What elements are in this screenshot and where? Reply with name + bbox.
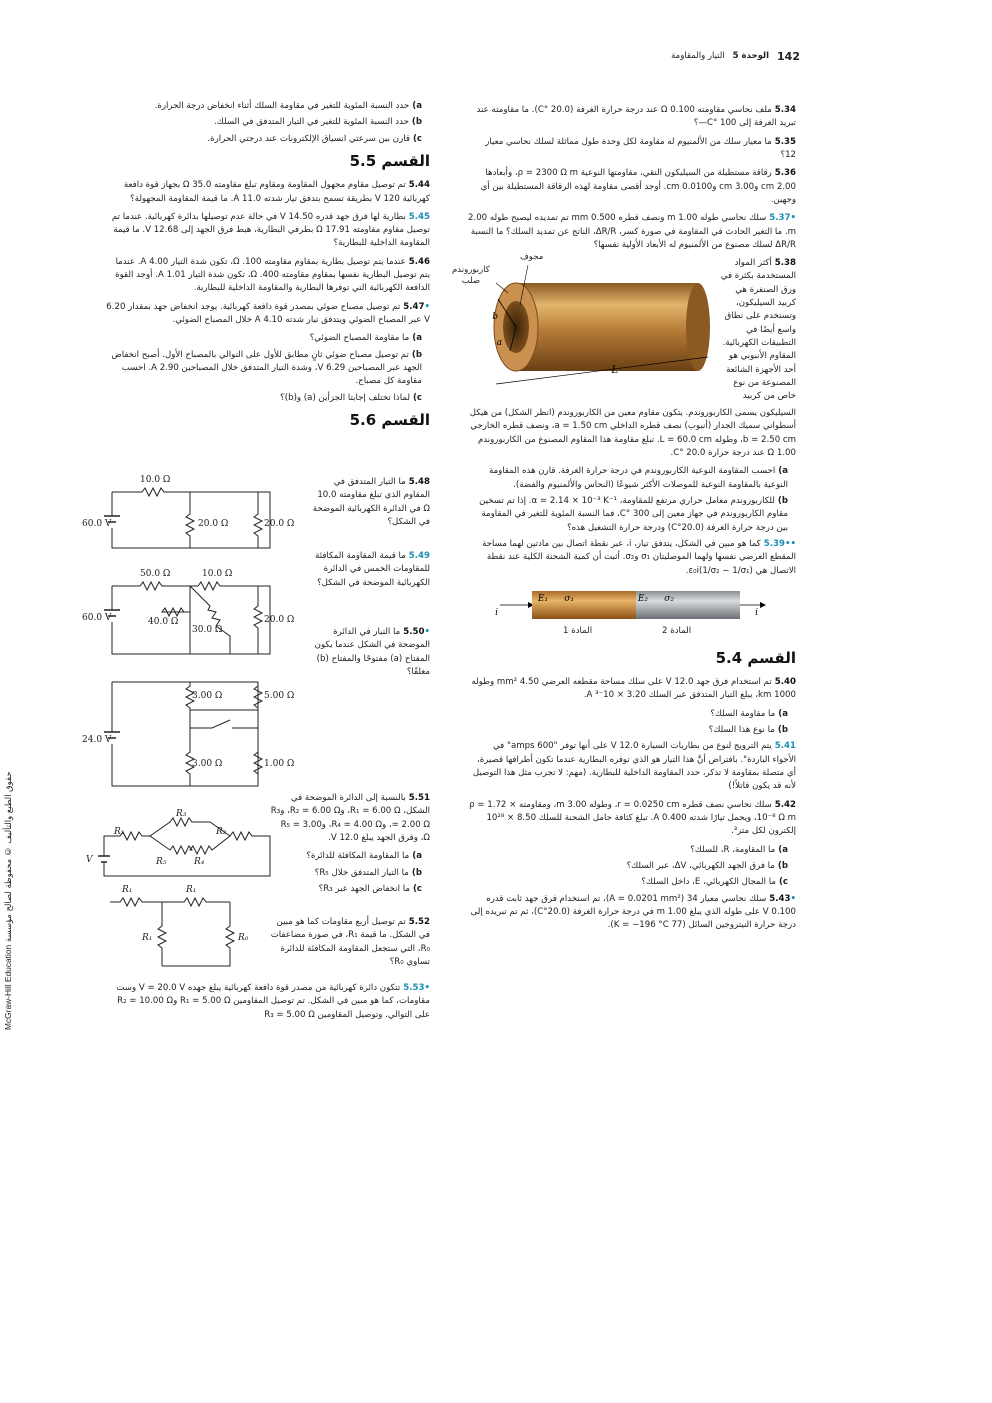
c548-voltage: 60.0 V: [82, 519, 112, 529]
problem-5-41: 5.41يتم الترويج لنوع من بطاريات السيارة 12.0 V على أنها توفر "600 amps" في الأجواء الباردة". بافتراض أنَّ هذا التيار هو الذي توفره البطارية عندما تكون أطرافها قصيرة، أي متصلة بمقاومة لا تذكر، حدد المقاومة الداخلية للبطارية. (مهم: لا تجرب مثل هذا التوصيل لأنه قد يكون قاتلاً!): [472, 741, 796, 792]
problem-5-43: •5.43سلك نحاسي معيار 34 (A = 0.0201 mm²)، تم استخدام فرق جهد ثابت قدره 0.100 V على طوله الذي يبلغ 1.00 m في درجة حرارة الغرفة (20.0°C)، ثم تم تبريده إلى درجة حرارة النيتروجين السائل (77 K = −196 °C).: [470, 893, 796, 931]
c551-r1: R₁: [114, 827, 125, 837]
side-copyright: [2, 720, 14, 1030]
c550-voltage: 24.0 V: [82, 735, 112, 745]
label-solid: كاربوروندم صلب: [452, 265, 490, 287]
problem-5-51: [270, 792, 430, 899]
c549-r-e: 20.0 Ω: [264, 615, 295, 625]
c549-r-c: 40.0 Ω: [148, 617, 179, 627]
e2-label: E₂: [637, 593, 648, 604]
label-hollow: مجوف: [520, 252, 544, 263]
circuit-5-52: [110, 885, 249, 966]
c550-r4: 1.00 Ω: [264, 759, 295, 769]
problem-5-37: •5.37سلك نحاسي طوله 1.00 m ونصف قطره 0.500 mm تم تمديده ليصبح طوله 2.00 m. ما التغير الحادث في المقاومة في صورة كسر، ΔR/R، الناتج عن تمديد السلك؟ ما النسبة ΔR/R لسلك مصنوع من الألمنيوم له الأبعاد الأولية نفسها؟: [468, 213, 796, 250]
c550-r2: 5.00 Ω: [264, 691, 295, 701]
problem-5-51-a: a)ما المقاومة المكافئة للدائرة؟: [306, 851, 422, 862]
problem-5-43-a: a)حدد النسبة المئوية للتغير في مقاومة السلك أثناء انخفاض درجة الحرارة.: [154, 101, 422, 111]
c548-r2: 20.0 Ω: [264, 519, 295, 529]
c551-voltage: V: [86, 855, 93, 865]
section-5-5-title: القسم 5.5: [349, 151, 430, 170]
e1-label: E₁: [537, 593, 548, 604]
problem-5-39: ••5.39كما هو مبين في الشكل، يتدفق تيار، i، عبر نقطة اتصال بين مادتين لهما مساحة المقطع العرضي نفسها ولهما الموصليتان σ₁ وσ₂. أثبت أن كمية الشحنة الكلية عند نقطة الاتصال هي ε₀i(1/σ₂ − 1/σ₁).: [482, 538, 796, 576]
c551-r3: R₃: [176, 809, 187, 819]
current-label-left: i: [495, 607, 498, 618]
problem-5-38-a: a)احسب المقاومة النوعية الكاربوروندم في درجة حرارة الغرفة. قارن هذه المقاومة النوعية بالمقاومة النوعية للموصلات الأكثر شيوعًا (النحاس والألمنيوم والفضة).: [488, 466, 788, 490]
unit-label: الوحدة 5: [732, 51, 770, 62]
problem-5-49: 5.49ما قيمة المقاومة المكافئة للمقاومات الخمس في الدائرة الكهربائية الموضحة في الشكل؟: [315, 551, 430, 588]
problem-5-35: 5.35ما معيار سلك من الألمنيوم له مقاومة لكل وحدة طول مماثلة لسلك نحاسي معيار 12؟: [485, 136, 796, 160]
problem-5-51-c: c)ما انخفاض الجهد عبر R₃؟: [318, 883, 422, 894]
material-2-bar: [636, 591, 740, 619]
length-label: L: [611, 365, 618, 377]
radius-a-label: a: [496, 338, 502, 349]
c551-r2: R₂: [216, 827, 227, 837]
problem-5-40: 5.40تم استخدام فرق جهد 12.0 V على سلك مساحة مقطعه العرضي 4.50 mm² وطوله 1000 km، يبلغ التيار المتدفق عبر السلك 3.20 × 10⁻³ A.: [471, 677, 796, 701]
chapter-title: التيار والمقاومة: [671, 51, 725, 62]
junction-figure: [468, 583, 796, 643]
c552-r1-a: R₁: [122, 885, 133, 895]
carborundum-tube-figure: [468, 259, 718, 409]
circuit-5-49: [82, 569, 294, 654]
rights-text: حقوق الطبع والتأليف © محفوظة لصالح مؤسسة: [3, 772, 13, 943]
c552-r0: R₀: [238, 933, 249, 943]
section-5-6-title: القسم 5.6: [349, 410, 430, 429]
circuit-5-51: [86, 809, 270, 876]
problem-5-38-intro: 5.38أكثر المواد المستخدمة بكثرة في ورق الصنفرة هي كربيد السيليكون، وتستخدم على نطاق واسع أيضًا في التطبيقات الكهربائية. المقاوم الأنبوبي هو أحد الأجهزة الشائعة المصنوعة من نوع خاص من كربيد: [720, 258, 796, 402]
problem-5-53: •5.53تتكون دائرة كهربائية من مصدر قوة دافعة كهربائية يبلغ جهده V = 20.0 V وست مقاومات، كما هو مبين في الشكل. تم توصيل المقاومين R₁ = 5.00 Ω وR₂ = 10.00 Ω على التوالي. وتوصيل المقاومين R₃ = 5.00 Ω: [116, 983, 430, 1020]
problem-5-36: 5.36رقاقة مستطيلة من السيليكون النقي، مقاومتها النوعية ρ = 2300 Ω m، وأبعادها 2.00 cm و3.00 cm و0.0100 cm. أوجد أقصى مقاومة لهذه الرقاقة المستطيلة بين أي وجهين.: [480, 168, 796, 205]
problem-5-38-b: b)للكاربوروندم معامل حراري مرتفع للمقاومة، α = 2.14 × 10⁻³ K⁻¹. إذا تم تسخين مقاوم الكاربوروندم في جهاز معين إلى 300 °C، فما النسبة المئوية للتغير في المقاومة بين درجة حرارة الغرفة (20.0°C) ودرجة حرارة التشغيل هذه؟: [479, 496, 788, 533]
c549-r-d: 30.0 Ω: [192, 625, 223, 635]
problem-5-45: 5.45بطارية لها فرق جهد قدره 14.50 V في حالة عدم توصيلها بدائرة كهربائية. عندما تم توصيل مقاوم مقاومته 17.91 Ω بطرفي البطارية، هبط فرق الجهد إلى 12.68 V. ما قيمة المقاومة الداخلية للبطارية؟: [111, 211, 430, 249]
problem-5-42-a: a)ما المقاومة، R، للسلك؟: [690, 844, 788, 855]
problem-5-51-b: b)ما التيار المتدفق خلال R₅؟: [314, 867, 422, 878]
problem-5-46: 5.46عندما يتم توصيل بطارية بمقاوم مقاومته 100. Ω، تكون شدة التيار 4.00 A. عندما يتم توصيل البطارية نفسها بمقاوم مقاومته 400. Ω، تكون شدة التيار 1.01 A. أوجد القوة الدافعة الكهربائية التي توفرها البطارية والمقاومة الداخلية للبطارية.: [115, 256, 430, 294]
problem-5-42-c: c)ما المجال الكهربائي، E، داخل السلك؟: [641, 877, 788, 888]
left-column-top: [104, 100, 430, 438]
problem-5-34: 5.34ملف نحاسي مقاومته 0.100 Ω عند درجة حرارة الغرفة (20.0 °C). ما مقاومته عند تبريد الغرفة إلى 100 °C—؟: [476, 105, 796, 129]
radius-b-label: b: [492, 312, 498, 323]
right-column: [452, 104, 796, 937]
problem-5-48: 5.48ما التيار المتدفق في المقاوم الذي تبلغ مقاومته 10.0 Ω في الدائرة الكهربائية الموضحة في الشكل؟: [312, 477, 430, 527]
problem-5-47-b: b)تم توصيل مصباح ضوئي ثانٍ مطابق للأول على التوالي بالمصباح الأول. أصبح انخفاض الجهد عبر المصباحين 6.29 V، وشدة التيار المتدفق خلال المصباحين 2.90 A. احسب مقاومة كل مصباح.: [111, 349, 422, 387]
c548-r-top: 10.0 Ω: [140, 475, 171, 485]
c549-voltage: 60.0 V: [82, 613, 112, 623]
page-header: [630, 48, 800, 66]
sigma1-label: σ₁: [564, 593, 574, 604]
problem-5-43-b: b)حدد النسبة المئوية للتغير في التيار المتدفق في السلك.: [214, 117, 422, 128]
problem-5-38-text: السيليكون يسمى الكاربوروندم. يتكون مقاوم معين من الكاربوروندم (انظر الشكل) من هيكل أسطواني سميك الجدار (أنبوب) نصف قطره الداخلي a = 1.50 cm، ونصف قطره الخارجي b = 2.50 cm، وطوله L = 60.0 cm. تبلغ مقاومة هذا المقاوم المصنوع من الكاربوروندم 1.00 Ω عند درجة حرارة 20.0 °C.: [469, 408, 796, 459]
material-1-label: المادة 1: [563, 625, 593, 636]
current-label-right: i: [755, 607, 758, 618]
section-5-4-title: القسم 5.4: [715, 648, 796, 667]
problem-5-40-b: b)ما نوع هذا السلك؟: [708, 725, 788, 736]
problem-5-38: [452, 252, 796, 407]
problem-5-47-c: c)لماذا تختلف إجابتا الجزأين (a) و(b)؟: [280, 392, 422, 403]
circuit-5-50: [82, 682, 294, 786]
problem-5-43-c: c)قارن بين سرعتي انسياق الإلكترونات عند درجتي الحرارة.: [207, 133, 422, 144]
tube-far-end: [686, 283, 710, 371]
problem-5-42-b: b)ما فرق الجهد الكهربائي، ΔV، عبر السلك؟: [626, 860, 788, 871]
sigma2-label: σ₂: [664, 593, 674, 604]
c552-r1-c: R₁: [142, 933, 153, 943]
problem-5-51-text: 5.51بالنسبة إلى الدائرة الموضحة في الشكل، R₁ = 6.00 Ω، وR₂ = 6.00 Ω، وR₃ = 2.00 Ω، وR₄ = 4.00 Ω، وR₅ = 3.00 Ω، وفرق الجهد يبلغ 12.0 V.: [270, 793, 430, 843]
c549-r-b: 10.0 Ω: [202, 569, 233, 579]
c550-r3: 3.00 Ω: [192, 759, 223, 769]
c549-r-a: 50.0 Ω: [140, 569, 171, 579]
c550-r1: 3.00 Ω: [192, 691, 223, 701]
page-number: 142: [777, 50, 800, 64]
c551-r5: R₅: [156, 857, 167, 867]
c548-r1: 20.0 Ω: [198, 519, 229, 529]
problem-5-47-a: a)ما مقاومة المصباح الضوئي؟: [309, 333, 422, 344]
problem-5-42: 5.42سلك نحاسي نصف قطره r = 0.0250 cm، وطوله 3.00 m، ومقاومته ρ = 1.72 × 10⁻⁸ Ω m، ويحمل تيارًا شدته 0.400 A. تبلغ كثافة حامل الشحنة للسلك 8.50 × 10²⁸ إلكترون لكل متر³.: [469, 799, 796, 837]
problem-5-44: 5.44تم توصيل مقاوم مجهول المقاومة ومقاوم تبلغ مقاومته 35.0 Ω بجهاز قوة دافعة كهربائية 120 V بطريقة تسمح بتدفق تيار شدته 11.0 A. ما قيمة المقاومة المجهولة؟: [123, 180, 430, 204]
circuit-5-48: [82, 475, 294, 548]
problem-5-52: 5.52تم توصيل أربع مقاومات كما هو مبين في الشكل. ما قيمة R₁، في صورة مضاعفات R₀، التي ستجعل المقاومة المكافئة للدائرة تساوي R₀؟: [270, 917, 430, 967]
c552-r1-b: R₁: [186, 885, 197, 895]
problem-5-40-a: a)ما مقاومة السلك؟: [710, 708, 788, 719]
circuits-figure: [80, 466, 295, 986]
material-2-label: المادة 2: [662, 625, 692, 636]
c551-r4: R₄: [194, 857, 205, 867]
publisher-name: McGraw-Hill Education: [3, 944, 13, 1030]
problem-5-50: •5.50ما التيار في الدائرة الموضحة في الشكل عندما يكون المفتاح (a) مفتوحًا والمفتاح (b) مغلقًا؟: [314, 627, 430, 677]
tube-body: [516, 283, 698, 371]
problem-5-47: •5.47تم توصيل مصباح ضوئي بمصدر قوة دافعة كهربائية. يوجد انخفاض جهد بمقدار 6.20 V عبر المصباح الضوئي ويتدفق تيار شدته 4.10 A خلال المصباح الضوئي.: [106, 301, 430, 325]
